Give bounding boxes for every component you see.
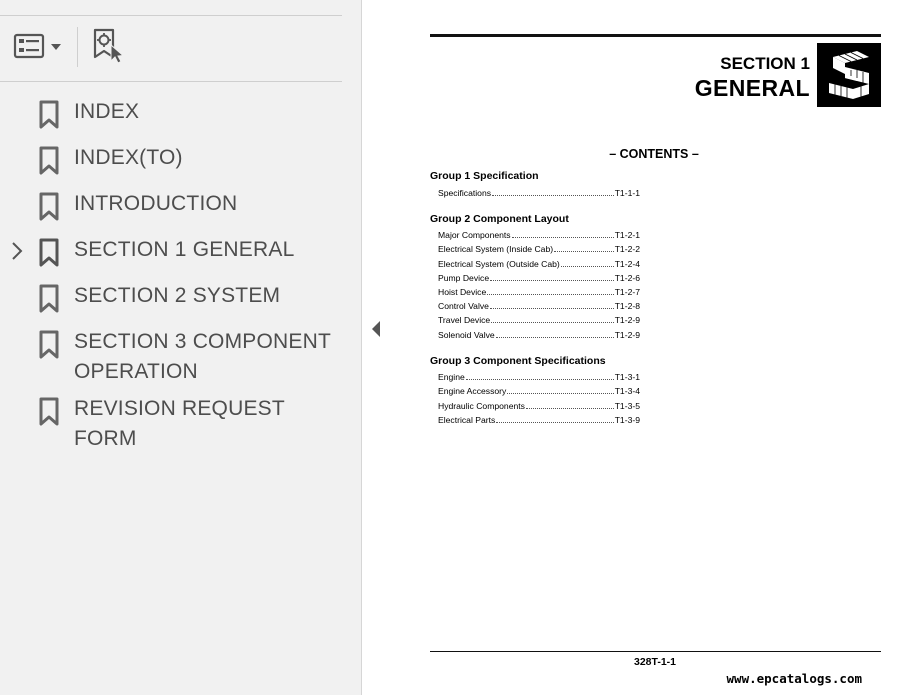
toolbar-divider bbox=[77, 27, 78, 67]
bookmark-label[interactable]: INDEX(TO) bbox=[74, 146, 183, 169]
toc-entry-page: T1-2-2 bbox=[614, 244, 640, 254]
toc-entry[interactable] bbox=[438, 185, 640, 198]
collapse-panel-arrow-icon[interactable] bbox=[368, 318, 384, 340]
caret-down-icon bbox=[51, 44, 61, 50]
toc-entry-name: Hoist Device bbox=[438, 287, 487, 297]
footer-rule bbox=[430, 651, 881, 652]
toc-entry-page: T1-2-7 bbox=[614, 287, 640, 297]
toc-dot-leader bbox=[554, 251, 614, 252]
toc-entry-name: Engine Accessory bbox=[438, 386, 507, 396]
section-s-logo-icon bbox=[817, 43, 881, 107]
toc-group-title: Group 1 Specification bbox=[430, 170, 539, 182]
toc-entry[interactable] bbox=[438, 284, 640, 297]
panel-top-divider bbox=[0, 15, 342, 16]
toc-entry-page: T1-3-1 bbox=[614, 372, 640, 382]
toc-entry-page: T1-2-6 bbox=[614, 273, 640, 283]
toc-entry-name: Pump Device bbox=[438, 273, 490, 283]
toc-entry[interactable] bbox=[438, 369, 640, 382]
bookmark-section-1-general[interactable] bbox=[0, 232, 342, 270]
toc-entry-page: T1-2-8 bbox=[614, 301, 640, 311]
bookmark-icon bbox=[38, 238, 60, 268]
toc-entry[interactable] bbox=[438, 227, 640, 240]
bookmark-options-button[interactable] bbox=[12, 28, 66, 64]
toc-entry[interactable] bbox=[438, 383, 640, 396]
toc-entry-page: T1-3-5 bbox=[614, 401, 640, 411]
toc-dot-leader bbox=[507, 393, 613, 394]
toc-group-title: Group 3 Component Specifications bbox=[430, 355, 606, 367]
bookmark-index[interactable] bbox=[0, 94, 342, 132]
toc-dot-leader bbox=[491, 322, 613, 323]
bookmark-label[interactable]: SECTION 1 GENERAL bbox=[74, 238, 295, 261]
toc-entry[interactable] bbox=[438, 241, 640, 254]
toolbar-bottom-divider bbox=[0, 81, 342, 82]
toc-dot-leader bbox=[490, 308, 614, 309]
find-current-bookmark-icon bbox=[90, 27, 128, 65]
bookmark-label[interactable]: INTRODUCTION bbox=[74, 192, 238, 215]
toc-entry[interactable] bbox=[438, 327, 640, 340]
bookmarks-panel bbox=[0, 0, 362, 695]
toc-entry-page: T1-2-9 bbox=[614, 330, 640, 340]
toc-entry[interactable] bbox=[438, 412, 640, 425]
chevron-right-icon[interactable] bbox=[8, 240, 26, 262]
toc-dot-leader bbox=[490, 280, 614, 281]
toc-entry-page: T1-3-9 bbox=[614, 415, 640, 425]
section-name: GENERAL bbox=[694, 75, 810, 101]
toc-entry-name: Major Components bbox=[438, 230, 511, 240]
bookmark-section-3-component-operation[interactable] bbox=[0, 324, 342, 388]
toc-entry-page: T1-2-9 bbox=[614, 315, 640, 325]
bookmark-label[interactable]: SECTION 2 SYSTEM bbox=[74, 284, 281, 307]
toc-entry[interactable] bbox=[438, 298, 640, 311]
toc-dot-leader bbox=[496, 337, 614, 338]
bookmark-label[interactable]: INDEX bbox=[74, 100, 140, 123]
find-current-bookmark-button[interactable] bbox=[90, 28, 128, 64]
toc-entry-name: Travel Device bbox=[438, 315, 491, 325]
watermark-text: www.epcatalogs.com bbox=[726, 671, 862, 686]
toc-entry-name: Solenoid Valve bbox=[438, 330, 495, 340]
toc-entry-page: T1-2-4 bbox=[614, 259, 640, 269]
toc-entry-name: Hydraulic Components bbox=[438, 401, 525, 411]
toc-dot-leader bbox=[492, 195, 614, 196]
bookmark-introduction[interactable] bbox=[0, 186, 342, 224]
toc-dot-leader bbox=[487, 294, 613, 295]
toc-dot-leader bbox=[496, 422, 613, 423]
toc-entry[interactable] bbox=[438, 312, 640, 325]
toc-dot-leader bbox=[512, 237, 614, 238]
bookmark-icon bbox=[38, 330, 60, 360]
toc-dot-leader bbox=[561, 266, 614, 267]
bookmark-revision-request-form[interactable] bbox=[0, 391, 342, 450]
bookmark-section-2-system[interactable] bbox=[0, 278, 342, 316]
cursor-arrow-icon bbox=[111, 45, 123, 63]
toc-entry-name: Electrical System (Inside Cab) bbox=[438, 244, 554, 254]
toc-dot-leader bbox=[526, 408, 614, 409]
toc-entry-name: Electrical Parts bbox=[438, 415, 496, 425]
toc-entry-page: T1-2-1 bbox=[614, 230, 640, 240]
page-footer-number: 328T-1-1 bbox=[633, 656, 677, 668]
toc-entry[interactable] bbox=[438, 398, 640, 411]
bookmark-label[interactable]: SECTION 3 COMPONENT OPERATION bbox=[74, 330, 331, 383]
bookmark-icon bbox=[38, 192, 60, 222]
toc-entry-name: Specifications bbox=[438, 188, 492, 198]
bookmark-index-to[interactable] bbox=[0, 140, 342, 178]
toc-entry[interactable] bbox=[438, 256, 640, 269]
header-double-rule bbox=[430, 34, 881, 37]
toc-entry-name: Engine bbox=[438, 372, 465, 382]
toc-entry-page: T1-3-4 bbox=[614, 386, 640, 396]
toc-entry-name: Electrical System (Outside Cab) bbox=[438, 259, 560, 269]
toc-entry[interactable] bbox=[438, 270, 640, 283]
bookmark-label[interactable]: REVISION REQUEST FORM bbox=[74, 397, 285, 450]
list-options-icon bbox=[12, 28, 66, 64]
bookmark-icon bbox=[38, 284, 60, 314]
toc-group-title: Group 2 Component Layout bbox=[430, 213, 569, 225]
bookmark-icon bbox=[38, 397, 60, 427]
bookmark-icon bbox=[38, 100, 60, 130]
toc-entry-page: T1-1-1 bbox=[614, 188, 640, 198]
toc-entry-name: Control Valve bbox=[438, 301, 489, 311]
toc-dot-leader bbox=[466, 379, 614, 380]
bookmark-icon bbox=[38, 146, 60, 176]
section-number: SECTION 1 bbox=[720, 54, 810, 73]
contents-title: – CONTENTS – bbox=[609, 147, 699, 161]
